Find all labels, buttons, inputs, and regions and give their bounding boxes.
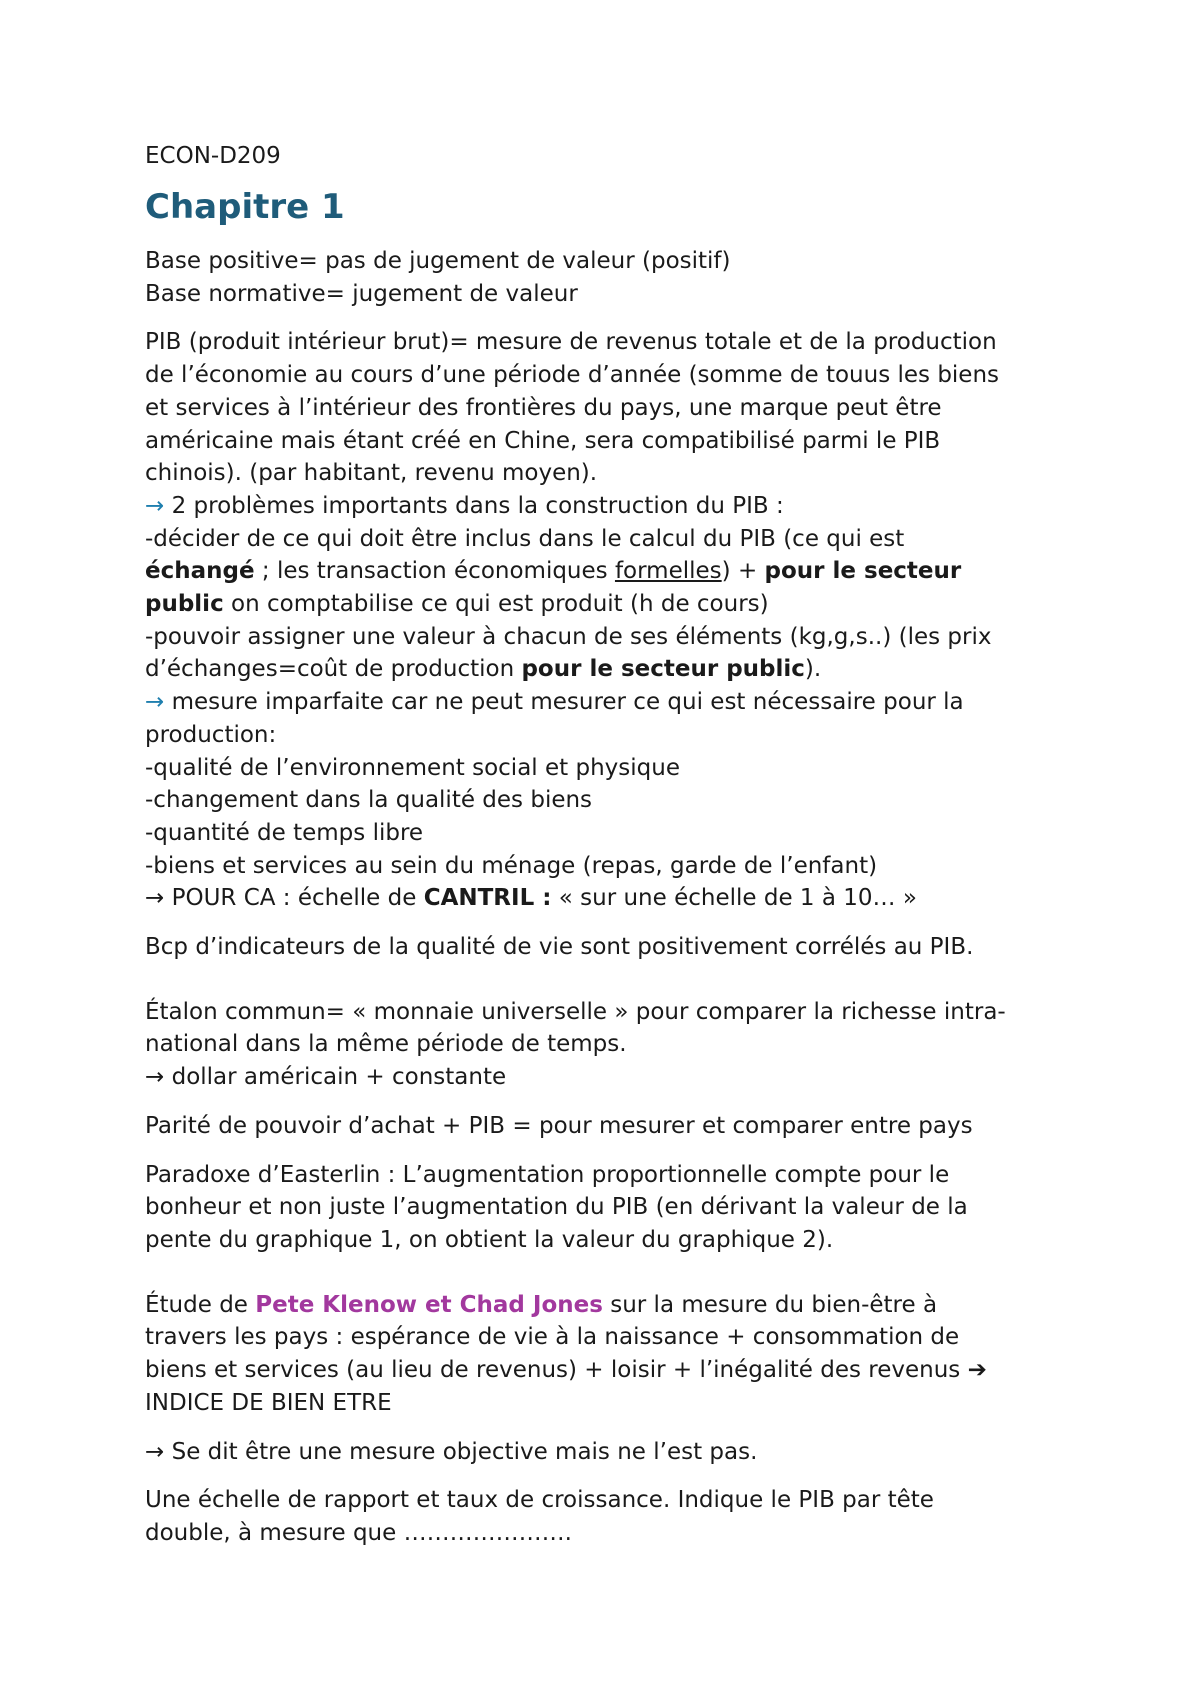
text-line: production: <box>145 721 277 748</box>
bold-term: CANTRIL : <box>423 885 552 912</box>
text-line: chinois). (par habitant, revenu moyen). <box>145 460 598 487</box>
paragraph-pib <box>145 326 1065 915</box>
text-line: dollar américain + constante <box>164 1064 507 1091</box>
text-line: Base positive= pas de jugement de valeur (positif) <box>145 248 731 274</box>
text-line: 2 problèmes importants dans la construction du PIB : <box>164 492 784 519</box>
text-line: Paradoxe d’Easterlin : L’augmentation proportionnelle compte pour le <box>145 1161 950 1188</box>
arrow-icon: → <box>145 689 165 716</box>
text-line: ; les transaction économiques <box>254 558 615 585</box>
text-line: ). <box>804 656 822 683</box>
bold-term: pour le secteur <box>764 558 962 585</box>
text-line: double, à mesure que …………………. <box>145 1519 572 1546</box>
arrow-icon: → <box>145 1438 165 1465</box>
text-line: mesure imparfaite car ne peut mesurer ce qui est nécessaire pour la <box>164 689 964 716</box>
text-line: POUR CA : échelle de <box>164 885 424 912</box>
paragraph-ppa <box>145 1110 1065 1143</box>
text-line: -pouvoir assigner une valeur à chacun de ses éléments (kg,g,s..) (les prix <box>145 623 992 650</box>
text-line: bonheur et non juste l’augmentation du PIB (en dérivant la valeur de la <box>145 1194 968 1221</box>
text-line: Étude de <box>145 1291 256 1318</box>
text-line: Base normative= jugement de valeur <box>145 280 578 307</box>
text-line: d’échanges=coût de production <box>145 656 522 683</box>
paragraph-etalon <box>145 996 1065 1094</box>
course-code: ECON-D209 <box>145 143 281 169</box>
text-line: de l’économie au cours d’une période d’année (somme de touus les biens <box>145 362 1000 389</box>
text-line: Une échelle de rapport et taux de croissance. Indique le PIB par tête <box>145 1487 934 1514</box>
text-line: -changement dans la qualité des biens <box>145 787 593 814</box>
paragraph-klenow-jones <box>145 1289 1065 1420</box>
underlined-term: formelles <box>614 558 722 585</box>
paragraph-indicators <box>145 931 1065 964</box>
text-line: Parité de pouvoir d’achat + PIB = pour mesurer et comparer entre pays <box>145 1112 973 1139</box>
text-line: biens et services (au lieu de revenus) + loisir + l’inégalité des revenus <box>145 1357 968 1384</box>
paragraph-objective <box>145 1436 1065 1469</box>
text-line: -quantité de temps libre <box>145 819 424 846</box>
text-line: Bcp d’indicateurs de la qualité de vie sont positivement corrélés au PIB. <box>145 934 974 961</box>
chapter-title: Chapitre 1 <box>145 187 345 227</box>
author-names: Pete Klenow et Chad Jones <box>255 1291 603 1318</box>
paragraph-easterlin <box>145 1159 1065 1257</box>
text-line: -qualité de l’environnement social et physique <box>145 754 680 781</box>
text-line: américaine mais étant créé en Chine, sera compatibilisé parmi le PIB <box>145 427 941 454</box>
document-body <box>145 140 1065 1566</box>
text-line: pente du graphique 1, on obtient la valeur du graphique 2). <box>145 1226 834 1253</box>
text-line: PIB (produit intérieur brut)= mesure de revenus totale et de la production <box>145 329 997 356</box>
bold-arrow-icon: ➔ <box>967 1357 987 1384</box>
text-line: « sur une échelle de 1 à 10… » <box>551 885 917 912</box>
text-line: on comptabilise ce qui est produit (h de cours) <box>223 591 769 618</box>
text-line: et services à l’intérieur des frontières du pays, une marque peut être <box>145 394 942 421</box>
text-line: -biens et services au sein du ménage (repas, garde de l’enfant) <box>145 852 878 879</box>
text-line: Étalon commun= « monnaie universelle » pour comparer la richesse intra- <box>145 998 1006 1025</box>
text-line: Se dit être une mesure objective mais ne l’est pas. <box>164 1438 758 1465</box>
text-line: national dans la même période de temps. <box>145 1031 627 1058</box>
arrow-icon: → <box>145 1064 165 1091</box>
text-line: INDICE DE BIEN ETRE <box>145 1389 392 1416</box>
paragraph-base-definitions <box>145 245 1065 310</box>
text-line: travers les pays : espérance de vie à la naissance + consommation de <box>145 1324 960 1351</box>
bold-term: échangé <box>145 558 255 585</box>
bold-term: pour le secteur public <box>521 656 805 683</box>
arrow-icon: → <box>145 885 165 912</box>
paragraph-ratio-scale <box>145 1484 1065 1549</box>
bold-term: public <box>145 591 224 618</box>
arrow-icon: → <box>145 492 165 519</box>
text-line: -décider de ce qui doit être inclus dans le calcul du PIB (ce qui est <box>145 525 905 552</box>
text-line: sur la mesure du bien-être à <box>602 1291 938 1318</box>
text-line: ) + <box>721 558 765 585</box>
